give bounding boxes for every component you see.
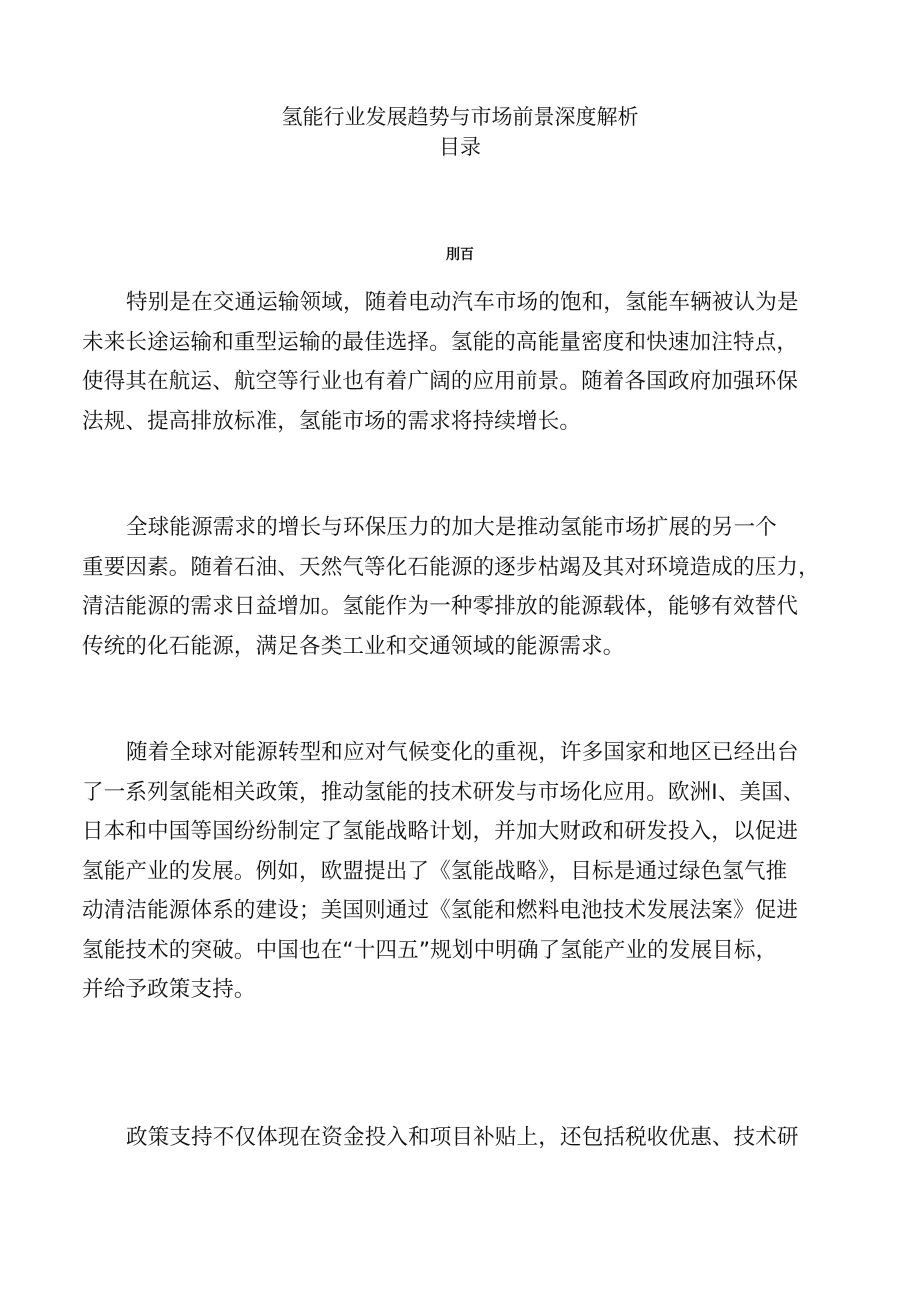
paragraph-line: 动清洁能源体系的建设；美国则通过《氢能和燃料电池技术发展法案》促进	[82, 898, 799, 923]
section-heading: 刖百	[446, 247, 474, 263]
paragraph-line: 并给予政策支持。	[82, 977, 256, 1002]
paragraph-line: 使得其在航运、航空等行业也有着广阔的应用前景。随着各国政府加强环保	[82, 369, 799, 394]
paragraph-line: 清洁能源的需求日益增加。氢能作为一种零排放的能源载体，能够有效替代	[82, 594, 799, 619]
paragraph-1	[82, 283, 842, 441]
paragraph-line: 法规、提高排放标准，氢能市场的需求将持续增长。	[82, 408, 582, 434]
paragraph-line: 传统的化石能源，满足各类工业和交通领域的能源需求。	[82, 633, 625, 659]
paragraph-line: 重要因素。随着石油、天然气等化石能源的逐步枯竭及其对环境造成的压力，	[82, 554, 820, 580]
document-title: 氢能行业发展趋势与市场前景深度解析	[281, 105, 639, 129]
paragraph-line: 未来长途运输和重型运输的最佳选择。氢能的高能量密度和快速加注特点，	[82, 329, 799, 355]
paragraph-3	[82, 733, 842, 1010]
paragraph-line: 日本和中国等国纷纷制定了氢能战略计划，并加大财政和研发投入，以促进	[82, 819, 799, 844]
paragraph-line: 氢能产业的发展。例如，欧盟提出了《氢能战略》，目标是通过绿色氢气推	[82, 858, 788, 884]
toc-label: 目录	[439, 135, 481, 159]
paragraph-line: 政策支持不仅体现在资金投入和项目补贴上，还包括税收优惠、技术研	[126, 1125, 799, 1150]
paragraph-line: 了一系列氢能相关政策，推动氢能的技术研发与市场化应用。欧洲I、美国、	[82, 779, 805, 805]
paragraph-4	[82, 1118, 842, 1158]
paragraph-2	[82, 508, 842, 666]
paragraph-line: 全球能源需求的增长与环保压力的加大是推动氢能市场扩展的另一个	[126, 515, 778, 540]
paragraph-line: 氢能技术的突破。中国也在“十四五”规划中明确了氢能产业的发展目标，	[82, 937, 778, 963]
paragraph-line: 随着全球对能源转型和应对气候变化的重视，许多国家和地区已经出台	[126, 740, 799, 765]
paragraph-line: 特别是在交通运输领域，随着电动汽车市场的饱和，氢能车辆被认为是	[126, 290, 799, 315]
